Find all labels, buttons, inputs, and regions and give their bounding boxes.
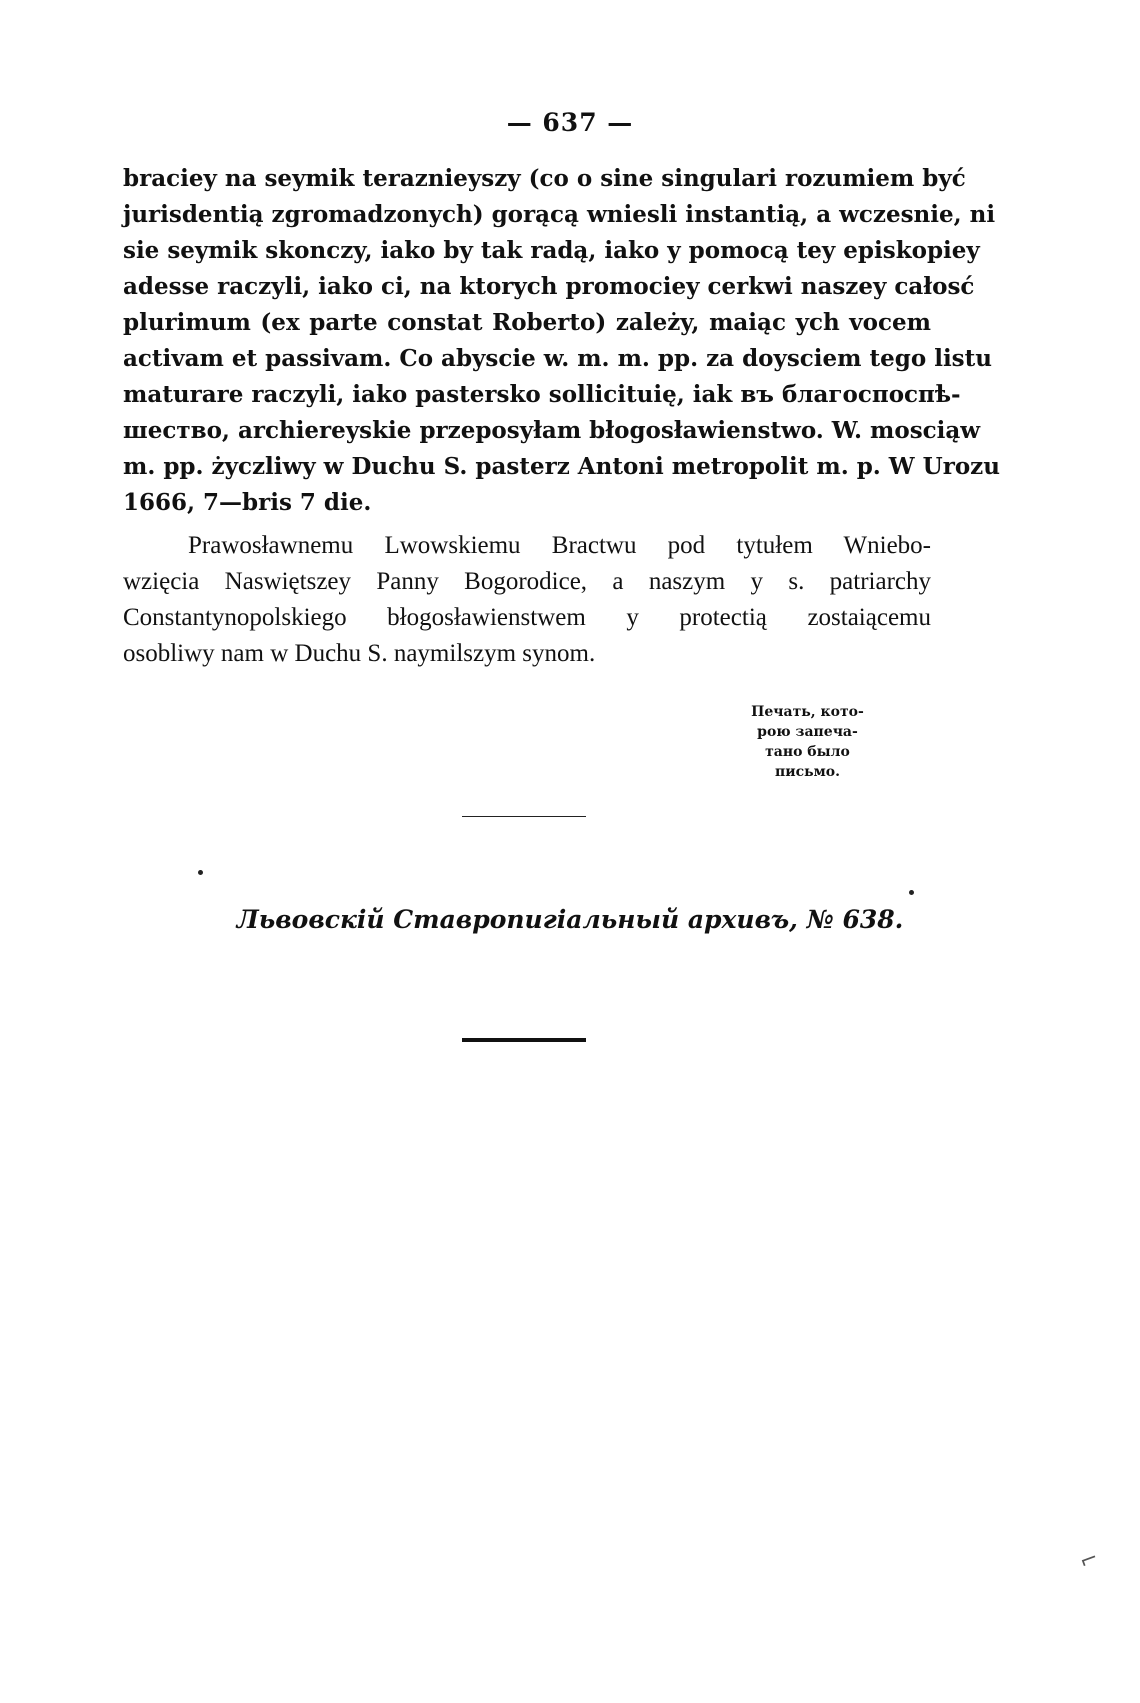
seal-note-line: тано было (765, 744, 850, 760)
ink-dot (909, 890, 914, 895)
source-citation: Львовскій Ставропигіальный архивъ, № 638. (236, 905, 904, 934)
end-rule (462, 1038, 586, 1042)
stray-mark: ⌐ (1076, 1545, 1103, 1576)
text-line: m. pp. życzliwy w Duchu S. pasterz Antoni metropolit m. p. W Urozu (123, 453, 1000, 480)
page-number: — 637 — (506, 108, 634, 137)
text-line: plurimum (ex parte constat Roberto) zależy, maiąc ych vocem (123, 309, 931, 336)
text-line: Constantynopolskiego błogosławienstwem y protectią zostaiącemu (123, 604, 931, 631)
text-line: Prawosławnemu Lwowskiemu Bractwu pod tytułem Wniebo- (188, 532, 931, 559)
ink-dot (198, 870, 203, 875)
seal-note-line: письмо. (774, 764, 841, 780)
text-line: 1666, 7—bris 7 die. (123, 489, 372, 516)
text-line: braciey na seymik teraznieyszy (co o sine singulari rozumiem być (123, 165, 966, 192)
seal-note-line: Печать, кото- (751, 704, 864, 720)
seal-note (720, 702, 895, 782)
seal-note-line: рою запеча- (757, 724, 858, 740)
text-line: adesse raczyli, iako ci, na ktorych promociey cerkwi naszey całosć (123, 273, 975, 300)
text-line: sie seymik skonczy, iako by tak radą, iako y pomocą tey episkopiey (123, 237, 980, 264)
text-line: activam et passivam. Co abyscie w. m. m. pp. za doysciem tego listu (123, 345, 992, 372)
text-line: wzięcia Naswiętszey Panny Bogorodice, a naszym y s. patriarchy (123, 568, 931, 595)
text-line: jurisdentią zgromadzonych) gorącą wniesli instantią, a wczesnie, ni (123, 201, 996, 228)
text-line: maturare raczyli, iako pastersko sollicituię, iak въ благоспоспѣ- (123, 381, 961, 408)
divider-rule (462, 816, 586, 817)
text-line: шество, archiereyskie przeposyłam błogosławienstwo. W. mosciąw (123, 417, 981, 444)
text-line: osobliwy nam w Duchu S. naymilszym synom. (123, 640, 596, 667)
